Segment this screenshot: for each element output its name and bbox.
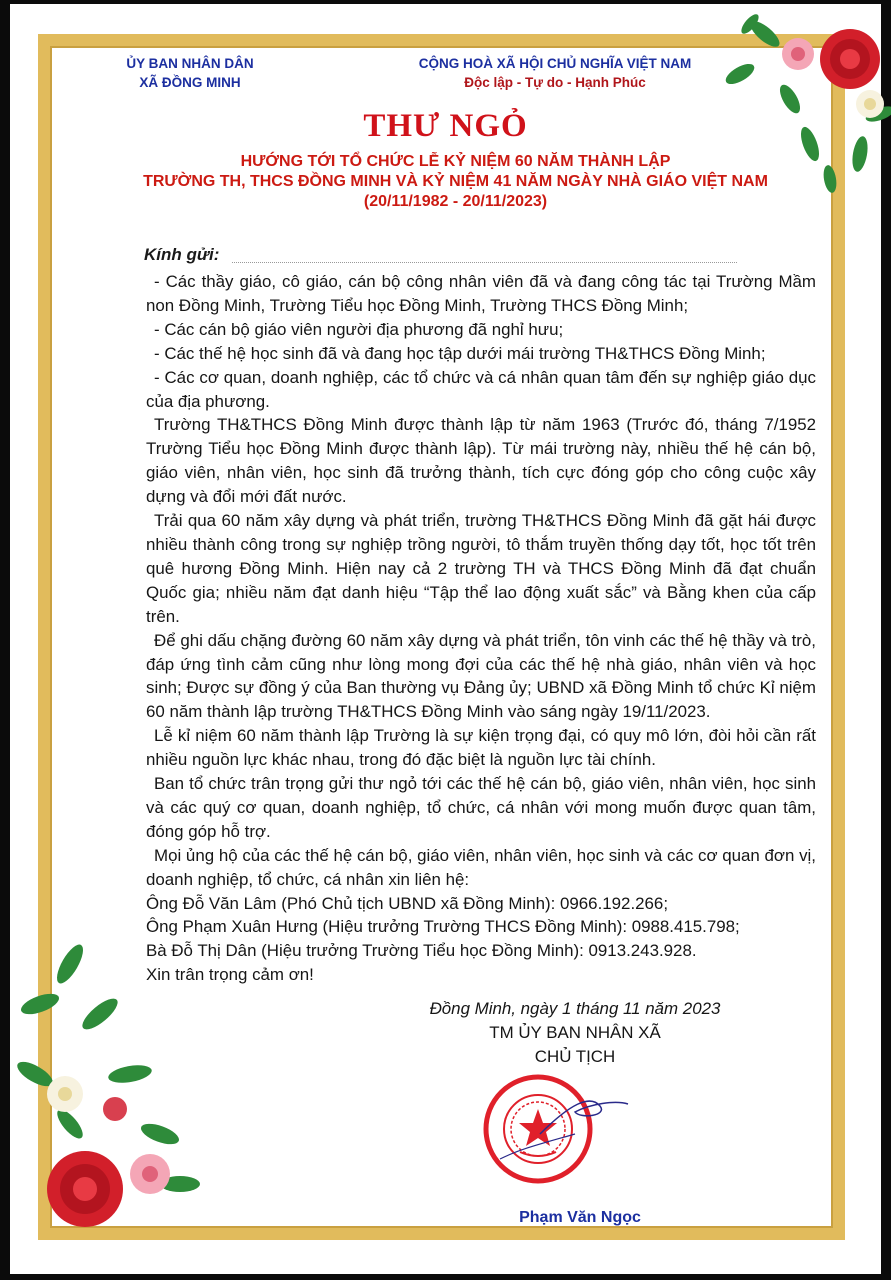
issuer-line-1: ỦY BAN NHÂN DÂN xyxy=(126,56,254,71)
paragraph: - Các thầy giáo, cô giáo, cán bộ công nhân viên đã và đang công tác tại Trường Mầm non Đồng Minh, Trường Tiểu học Đồng Minh, Trường THCS Đồng Minh; xyxy=(146,272,816,315)
issuer-header xyxy=(100,54,280,92)
paragraph: Mọi ủng hộ của các thế hệ cán bộ, giáo viên, nhân viên, học sinh và các cơ quan đơn vị, doanh nghiệp, tổ chức, cá nhân xin liên hệ: xyxy=(146,845,816,889)
paragraph: - Các thế hệ học sinh đã và đang học tập dưới mái trường TH&THCS Đồng Minh; xyxy=(154,343,766,363)
signer-name: Phạm Văn Ngọc xyxy=(519,1209,641,1226)
letter-body xyxy=(146,270,816,987)
signer-position: CHỦ TỊCH xyxy=(534,1047,616,1066)
contact-line: Ông Phạm Xuân Hưng (Hiệu trưởng Trường THCS Đồng Minh): 0988.415.798; xyxy=(146,917,740,937)
national-motto: Độc lập - Tự do - Hạnh Phúc xyxy=(464,75,646,90)
national-name: CỘNG HOÀ XÃ HỘI CHỦ NGHĨA VIỆT NAM xyxy=(418,56,692,71)
paragraph: Ban tổ chức trân trọng gửi thư ngỏ tới các thế hệ cán bộ, giáo viên, nhân viên, học sinh và các quý cơ quan, doanh nghiệp, tổ chức, cá nhân với mong muốn được quan tâm, đóng góp hỗ trợ. xyxy=(146,774,816,841)
paragraph: Trải qua 60 năm xây dựng và phát triển, trường TH&THCS Đồng Minh đã gặt hái được nhiều thành công trong sự nghiệp trồng người, tô thắm truyền thống dạy tốt, học tốt trên quê hương Đồng Minh. Hiện nay cả 2 trường TH và THCS Đồng Minh đã đạt chuẩn Quốc gia; nhiều năm đạt danh hiệu “Tập thể lao động xuất sắc” và Bằng khen của cấp trên. xyxy=(146,511,816,626)
rose-decoration-bottom-left-icon xyxy=(10,924,210,1244)
greeting-dotted-line xyxy=(232,262,737,263)
paragraph: Để ghi dấu chặng đường 60 năm xây dựng và phát triển, tôn vinh các thế hệ thầy và trò, đáp ứng tình cảm cũng như lòng mong đợi của các thế hệ nhà giáo, nhân viên và học sinh; Được sự đồng ý của Ban thường vụ Đảng ủy; UBND xã Đồng Minh tổ chức Kỉ niệm 60 năm thành lập trường TH&THCS Đồng Minh vào sáng ngày 19/11/2023. xyxy=(146,630,816,722)
letter-title: THƯ NGỎ xyxy=(363,108,528,144)
subtitle-line-1: HƯỚNG TỚI TỔ CHỨC LỄ KỶ NIỆM 60 NĂM THÀNH LẬP xyxy=(240,153,671,170)
signature-block xyxy=(410,997,740,1069)
contact-line: Bà Đỗ Thị Dân (Hiệu trưởng Trường Tiểu học Đồng Minh): 0913.243.928. xyxy=(146,941,697,961)
issuer-line-2: XÃ ĐỒNG MINH xyxy=(139,75,241,90)
national-header xyxy=(395,54,715,92)
paragraph: - Các cơ quan, doanh nghiệp, các tổ chức và cá nhân quan tâm đến sự nghiệp giáo dục của địa phương. xyxy=(146,367,816,411)
rose-decoration-top-right-icon xyxy=(710,4,891,204)
paragraph: - Các cán bộ giáo viên người địa phương đã nghỉ hưu; xyxy=(154,319,564,339)
letter-page xyxy=(10,4,881,1274)
subtitle-line-3: (20/11/1982 - 20/11/2023) xyxy=(363,193,548,210)
greeting: Kính gửi: xyxy=(144,245,220,264)
contact-line: Ông Đỗ Văn Lâm (Phó Chủ tịch UBND xã Đồng Minh): 0966.192.266; xyxy=(146,893,669,913)
thanks-line: Xin trân trọng cảm ơn! xyxy=(146,965,314,985)
official-seal-icon xyxy=(480,1064,630,1194)
place-date: Đồng Minh, ngày 1 tháng 11 năm 2023 xyxy=(429,999,721,1018)
paragraph: Trường TH&THCS Đồng Minh được thành lập từ năm 1963 (Trước đó, tháng 7/1952 Trường Tiểu học Đồng Minh được thành lập). Từ mái trường này, nhiều thế hệ cán bộ, giáo viên, nhân viên, học sinh đã trưởng thành, tích cực đóng góp cho công cuộc xây dựng và đổi mới đất nước. xyxy=(146,415,816,507)
paragraph: Lễ kỉ niệm 60 năm thành lập Trường là sự kiện trọng đại, có quy mô lớn, đòi hỏi cần rất nhiều nguồn lực khác nhau, trong đó đặc biệt là nguồn lực tài chính. xyxy=(146,726,816,770)
subtitle-line-2: TRƯỜNG TH, THCS ĐỒNG MINH VÀ KỶ NIỆM 41 NĂM NGÀY NHÀ GIÁO VIỆT NAM xyxy=(143,173,768,190)
signing-organization: TM ỦY BAN NHÂN XÃ xyxy=(489,1023,661,1042)
